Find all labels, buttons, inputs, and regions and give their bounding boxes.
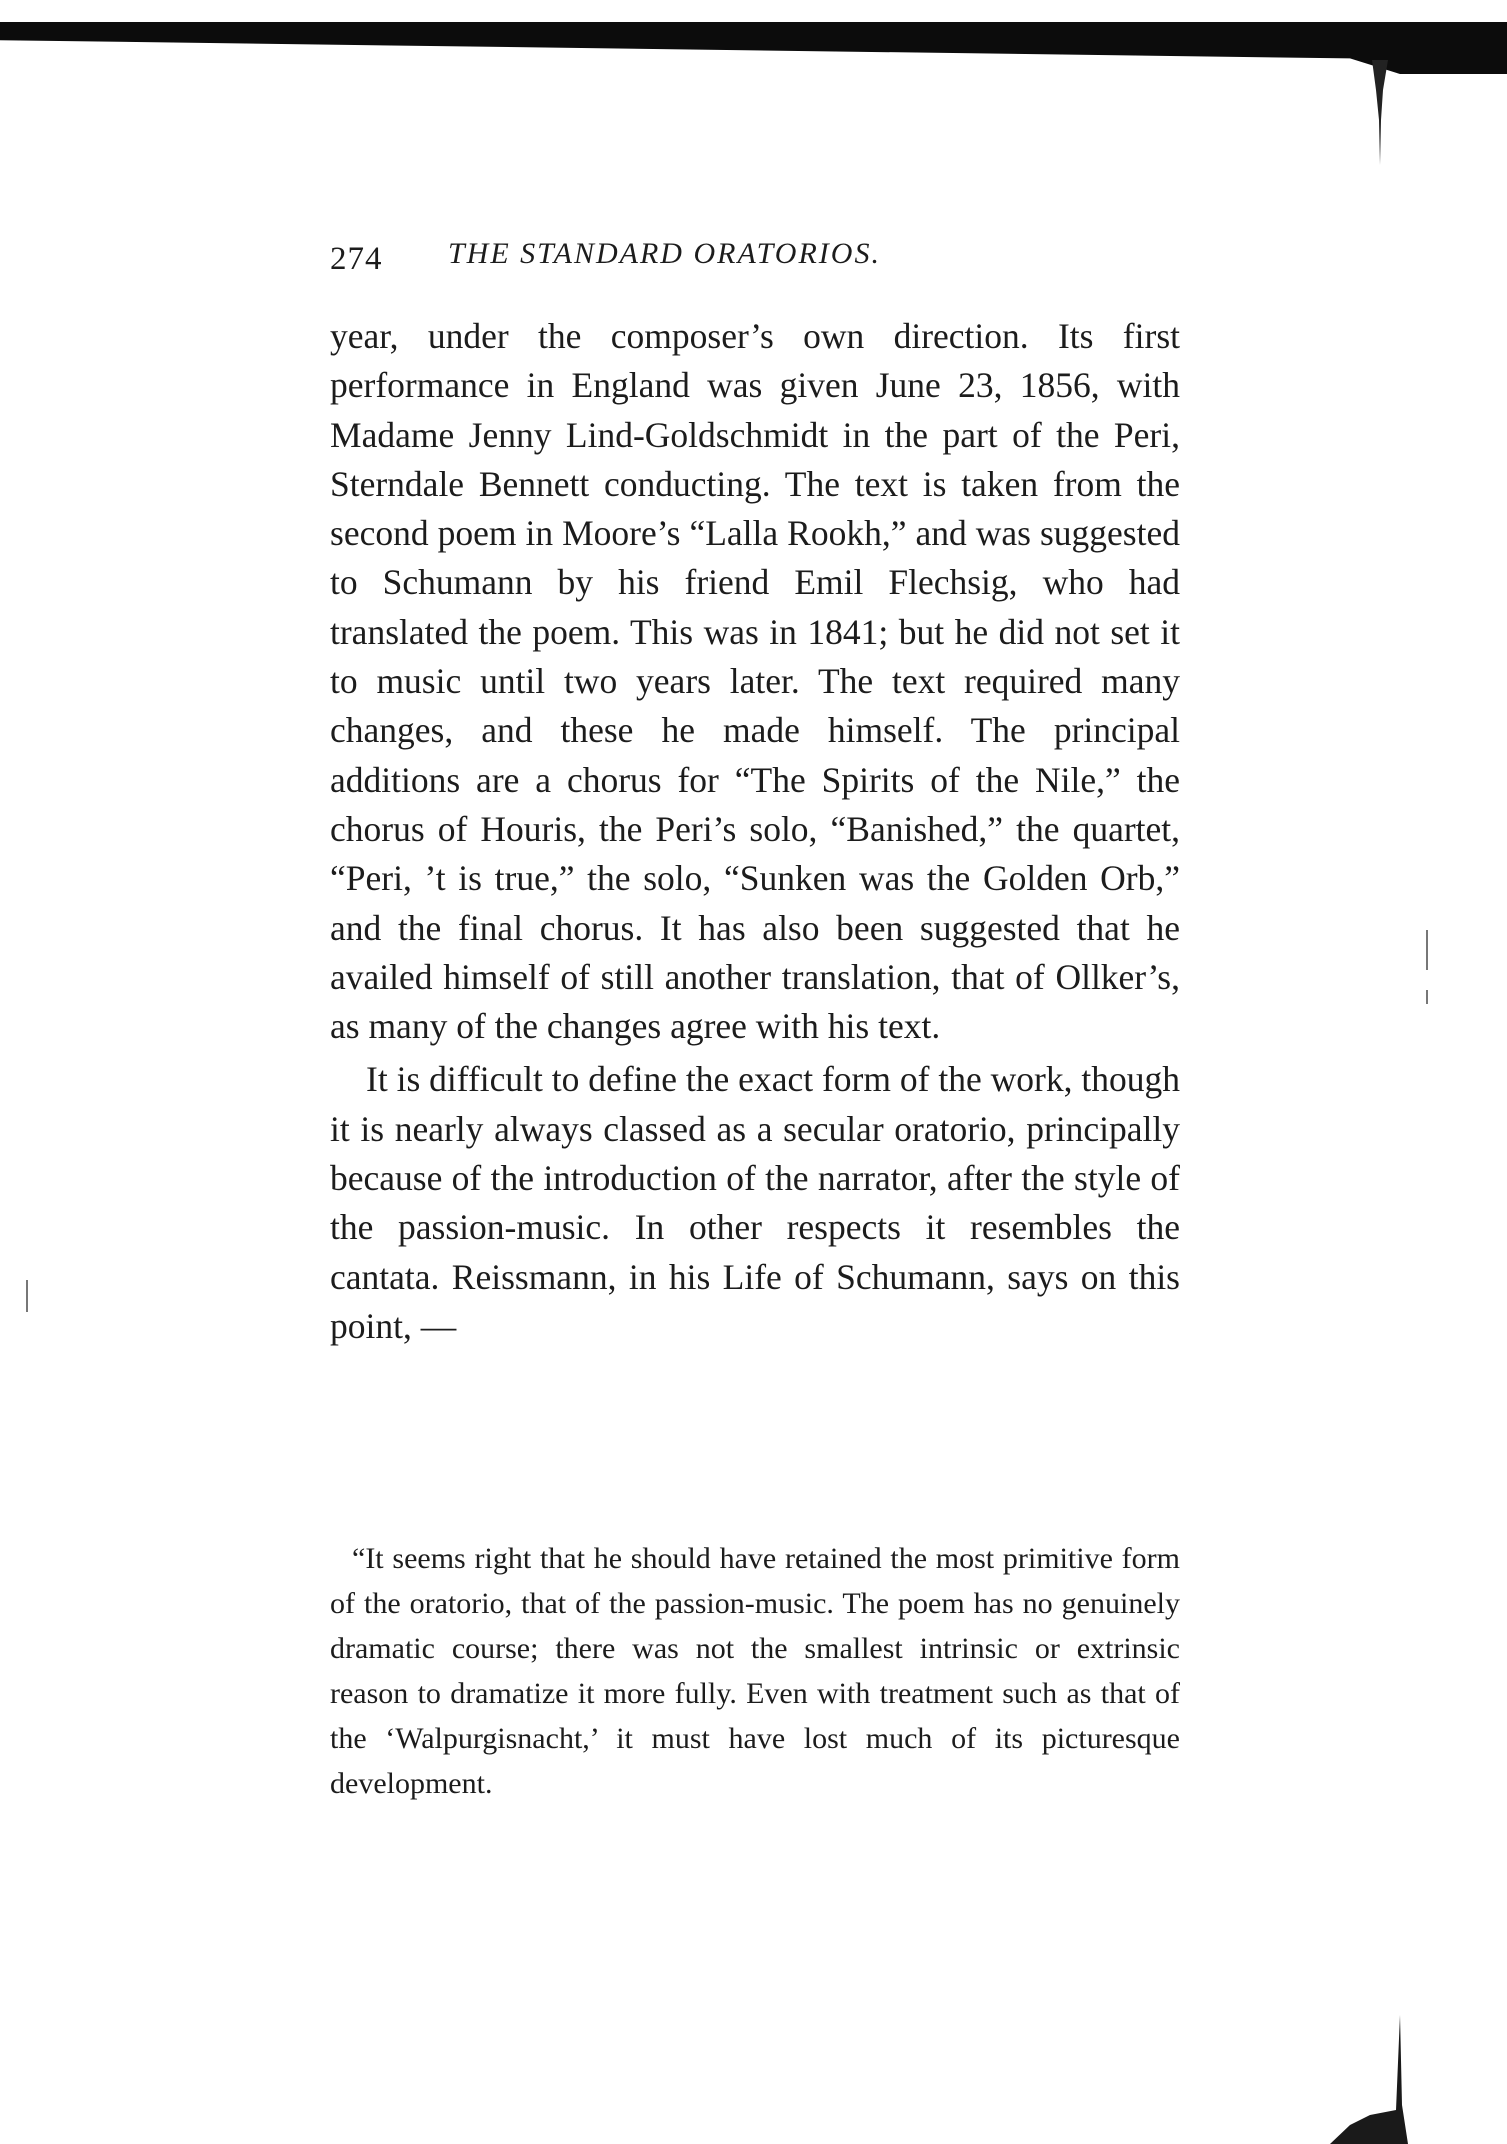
margin-mark bbox=[1426, 990, 1428, 1004]
scan-artifact-mark bbox=[1370, 60, 1390, 165]
page-number: 274 bbox=[330, 241, 383, 277]
page-header bbox=[330, 233, 1080, 283]
margin-mark bbox=[26, 1280, 28, 1312]
body-text bbox=[330, 312, 1180, 1351]
body-paragraph: year, under the composer’s own direction. Its first performance in England was given June 23, 1856, with Madame Jenny Lind-Goldschmidt in the part of the Peri, Sterndale Bennett conducting. The text is taken from the second poem in Moore’s “Lalla Rookh,” and was suggested to Schumann by his friend Emil Flechsig, who had translated the poem. This was in 1841; but he did not set it to music until two years later. The text required many changes, and these he made himself. The principal additions are a chorus for “The Spirits of the Nile,” the chorus of Houris, the Peri’s solo, “Banished,” the quartet, “Peri, ’t is true,” the solo, “Sunken was the Golden Orb,” and the final chorus. It has also been suggested that he availed himself of still another translation, that of Ollker’s, as many of the changes agree with his text. bbox=[330, 316, 1180, 1047]
margin-mark bbox=[1426, 930, 1428, 970]
scan-edge-bar bbox=[0, 22, 1507, 74]
running-head: THE STANDARD ORATORIOS. bbox=[448, 237, 881, 270]
scan-artifact-mark bbox=[1330, 2015, 1410, 2144]
block-quotation: “It seems right that he should have retained the most primitive form of the oratorio, that of the passion-music. The poem has no genuinely dramatic course; there was not the smallest intrinsic or extrinsic reason to dramatize it more fully. Even with treatment such as that of the ‘Walpurgisnacht,’ it must have lost much of its picturesque development. bbox=[330, 1542, 1180, 1800]
body-paragraph: It is difficult to define the exact form of the work, though it is nearly always classed as a secular oratorio, principally because of the introduction of the narrator, after the style of the passion-music. In other respects it resembles the cantata. Reissmann, in his Life of Schumann, says on this point, — bbox=[330, 1059, 1180, 1346]
